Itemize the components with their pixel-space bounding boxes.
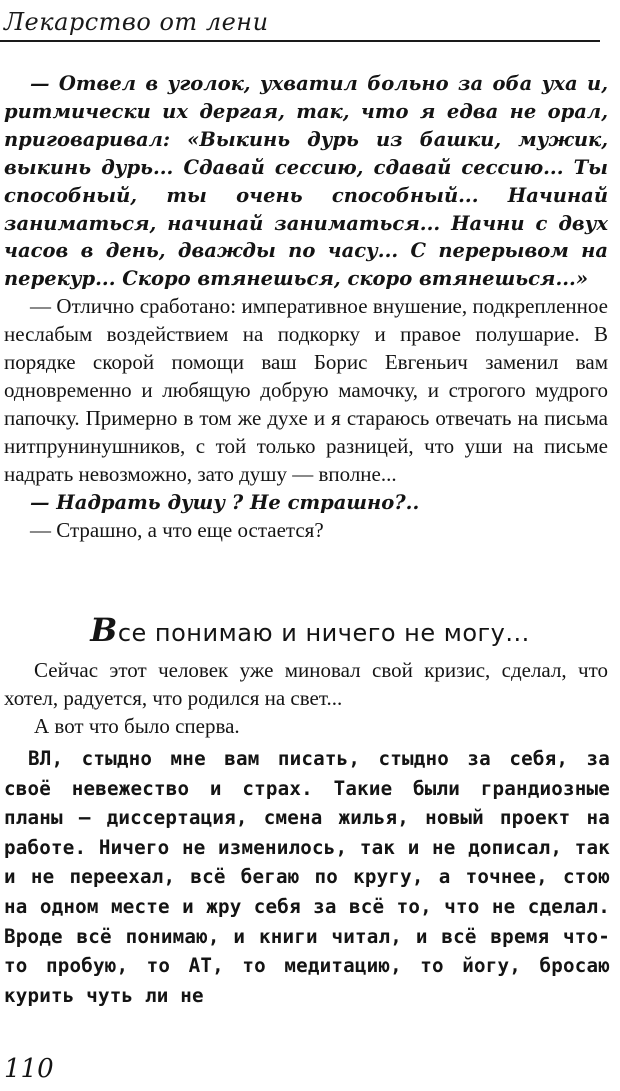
intro-block bbox=[4, 656, 608, 740]
letter-text: ВЛ, стыдно мне вам писать, стыдно за себя, за своё невежество и страх. Такие были грандиозные планы — диссертация, смена жилья, новый проект на работе. Ничего не изменилось, так и не дописал, так и не переехал, всё бегаю по кругу, а точнее, стою на одном месте и жру себя за всё то, что не сделал. Вроде всё понимаю, и книги читал, и всё время что-то пробую, то АТ, то медитацию, то йогу, бросаю курить чуть ли не bbox=[4, 747, 610, 1007]
dialogue-block bbox=[4, 70, 608, 544]
dialogue-paragraph: — Отвел в уголок, ухватил больно за оба уха и, ритмически их дергая, так, что я едва не орал, приговаривал: «Выкинь дурь из башки, мужик, выкинь дурь... Сдавай сессию, сдавай сессию... Ты способный, ты очень способный... Начинай заниматься, начинай заниматься... Начни с двух часов в день, дважды по часу... С перерывом на перекур... Скоро втянешься, скоро втянешься...» bbox=[4, 72, 608, 291]
intro-paragraph: А вот что было сперва. bbox=[34, 714, 240, 738]
dialogue-paragraph: — Надрать душу ? Не страшно?.. bbox=[30, 490, 420, 514]
letter-block bbox=[4, 744, 610, 1010]
dialogue-paragraph: — Страшно, а что еще остается? bbox=[30, 517, 324, 542]
dialogue-paragraph: — Отлично сработано: императивное внушение, подкрепленное неслабым воздействием на подкорку и правое полушарие. В порядке скорой помощи ваш Борис Евгеньич заменил вам одновременно и любящую добрую мамочку, и строгого мудрого папочку. Примерно в том же духе и я стараюсь отвечать на письма нитпрунинушников, с той только разницей, что уши на письме надрать невозможно, зато душу — вполне... bbox=[4, 294, 608, 486]
section-title bbox=[0, 611, 620, 649]
page-number: 110 bbox=[4, 1054, 54, 1084]
section-title-initial: В bbox=[90, 611, 118, 649]
running-header bbox=[0, 6, 600, 42]
section-title-text: се понимаю и ничего не могу... bbox=[117, 619, 530, 647]
running-header-title: Лекарство от лени bbox=[4, 8, 269, 36]
intro-paragraph: Сейчас этот человек уже миновал свой кризис, сделал, что хотел, радуется, что родился на свет... bbox=[4, 658, 608, 710]
